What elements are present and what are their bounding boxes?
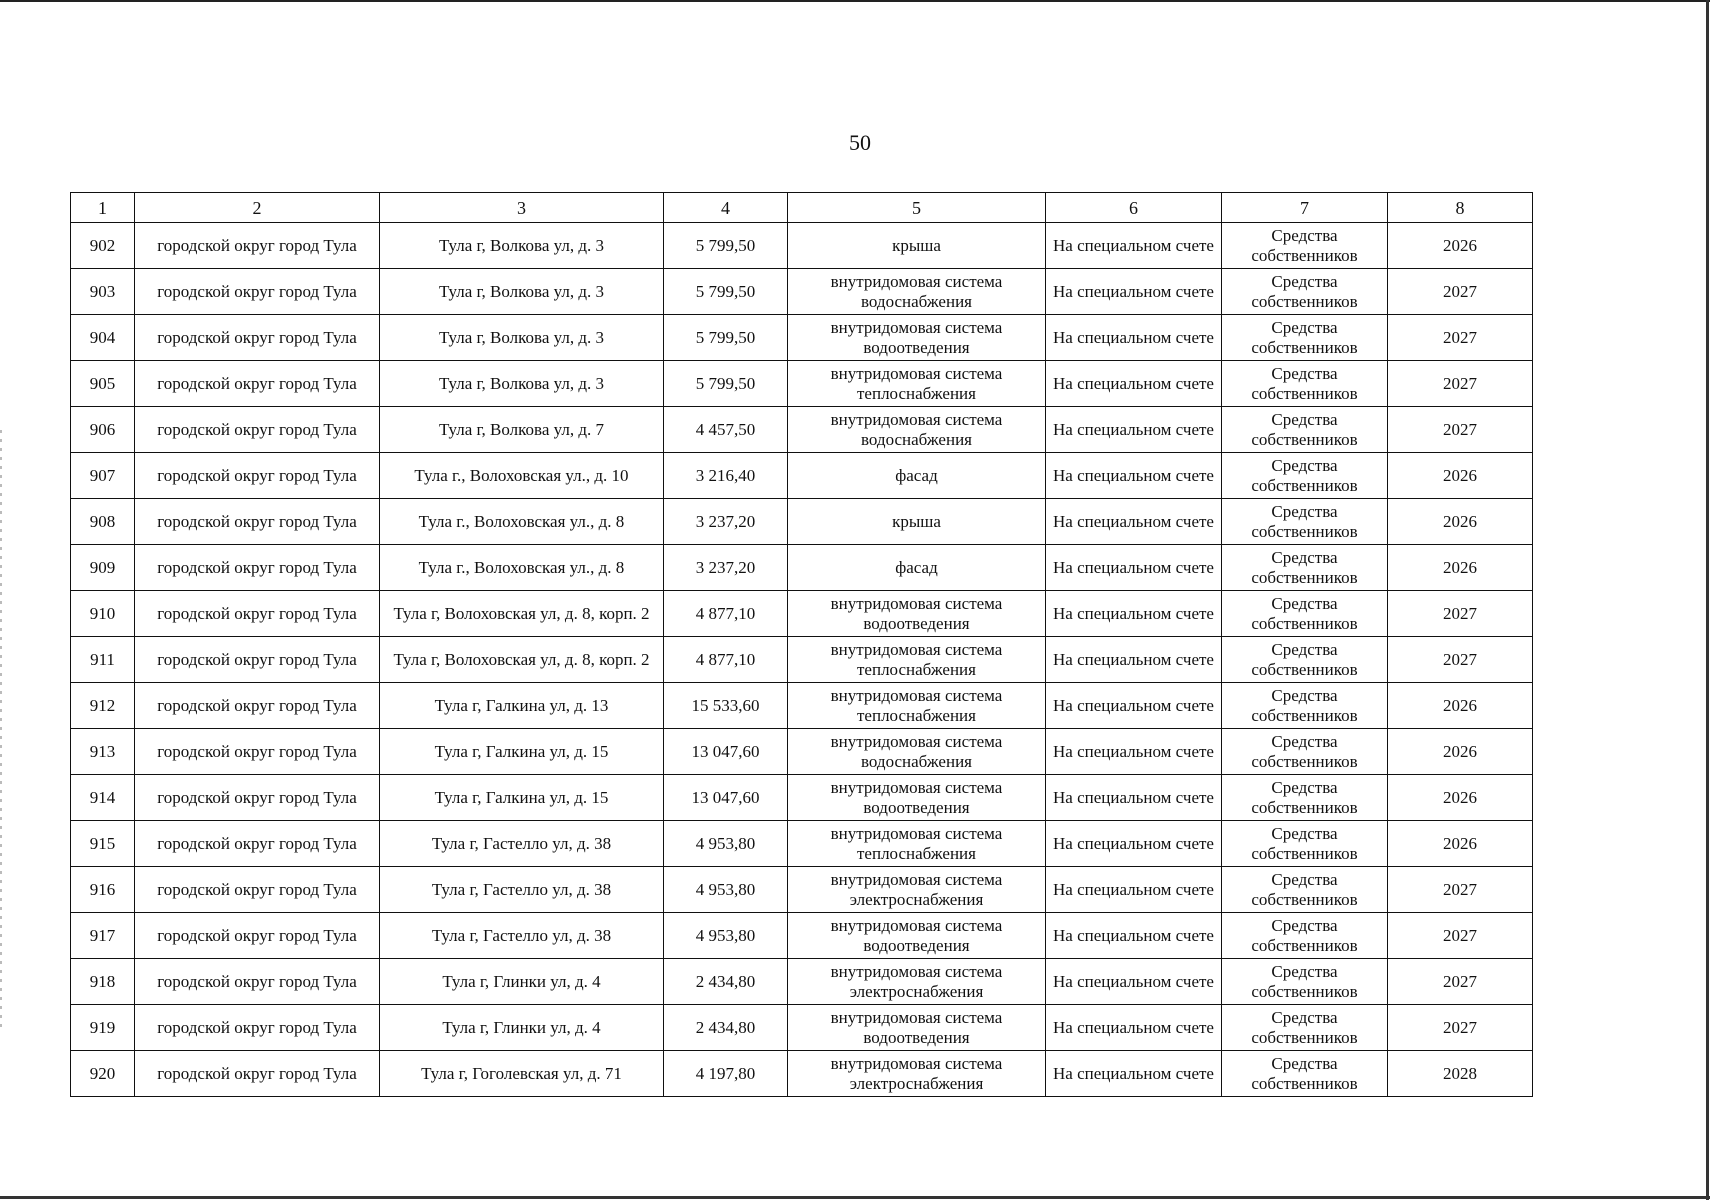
work-type-cell: внутридомовая система теплоснабжения bbox=[788, 821, 1046, 867]
table-row bbox=[71, 269, 1533, 315]
row-number: 917 bbox=[71, 913, 135, 959]
table-row bbox=[71, 315, 1533, 361]
table-row bbox=[71, 867, 1533, 913]
account-cell: На специальном счете bbox=[1046, 637, 1222, 683]
address-cell: Тула г, Волкова ул, д. 3 bbox=[380, 315, 664, 361]
row-number: 909 bbox=[71, 545, 135, 591]
work-type-cell: внутридомовая система теплоснабжения bbox=[788, 361, 1046, 407]
address-cell: Тула г., Волоховская ул., д. 10 bbox=[380, 453, 664, 499]
row-number: 911 bbox=[71, 637, 135, 683]
area-cell: 13 047,60 bbox=[664, 775, 788, 821]
table-row bbox=[71, 499, 1533, 545]
column-header: 3 bbox=[380, 193, 664, 223]
account-cell: На специальном счете bbox=[1046, 223, 1222, 269]
year-cell: 2027 bbox=[1388, 591, 1533, 637]
work-type-cell: внутридомовая система водоотведения bbox=[788, 591, 1046, 637]
municipality-cell: городской округ город Тула bbox=[135, 867, 380, 913]
municipality-cell: городской округ город Тула bbox=[135, 407, 380, 453]
work-type-cell: внутридомовая система водоотведения bbox=[788, 913, 1046, 959]
municipality-cell: городской округ город Тула bbox=[135, 591, 380, 637]
funding-cell: Средства собственников bbox=[1222, 729, 1388, 775]
column-header: 6 bbox=[1046, 193, 1222, 223]
work-type-cell: внутридомовая система водоотведения bbox=[788, 315, 1046, 361]
row-number: 908 bbox=[71, 499, 135, 545]
area-cell: 5 799,50 bbox=[664, 269, 788, 315]
funding-cell: Средства собственников bbox=[1222, 453, 1388, 499]
year-cell: 2026 bbox=[1388, 683, 1533, 729]
address-cell: Тула г., Волоховская ул., д. 8 bbox=[380, 499, 664, 545]
address-cell: Тула г, Волкова ул, д. 3 bbox=[380, 361, 664, 407]
account-cell: На специальном счете bbox=[1046, 821, 1222, 867]
funding-cell: Средства собственников bbox=[1222, 775, 1388, 821]
area-cell: 5 799,50 bbox=[664, 315, 788, 361]
area-cell: 4 953,80 bbox=[664, 913, 788, 959]
funding-cell: Средства собственников bbox=[1222, 1005, 1388, 1051]
address-cell: Тула г, Волкова ул, д. 3 bbox=[380, 269, 664, 315]
funding-cell: Средства собственников bbox=[1222, 591, 1388, 637]
year-cell: 2026 bbox=[1388, 729, 1533, 775]
area-cell: 13 047,60 bbox=[664, 729, 788, 775]
municipality-cell: городской округ город Тула bbox=[135, 453, 380, 499]
municipality-cell: городской округ город Тула bbox=[135, 821, 380, 867]
municipality-cell: городской округ город Тула bbox=[135, 223, 380, 269]
year-cell: 2027 bbox=[1388, 959, 1533, 1005]
table-row bbox=[71, 591, 1533, 637]
scan-edge-noise bbox=[0, 430, 2, 1030]
address-cell: Тула г, Волоховская ул, д. 8, корп. 2 bbox=[380, 637, 664, 683]
work-type-cell: внутридомовая система водоснабжения bbox=[788, 407, 1046, 453]
funding-cell: Средства собственников bbox=[1222, 1051, 1388, 1097]
year-cell: 2027 bbox=[1388, 269, 1533, 315]
work-type-cell: внутридомовая система теплоснабжения bbox=[788, 637, 1046, 683]
scan-border-bottom bbox=[0, 1196, 1710, 1199]
address-cell: Тула г, Галкина ул, д. 13 bbox=[380, 683, 664, 729]
account-cell: На специальном счете bbox=[1046, 269, 1222, 315]
funding-cell: Средства собственников bbox=[1222, 361, 1388, 407]
area-cell: 5 799,50 bbox=[664, 223, 788, 269]
year-cell: 2026 bbox=[1388, 775, 1533, 821]
column-header: 4 bbox=[664, 193, 788, 223]
table-row bbox=[71, 683, 1533, 729]
area-cell: 3 216,40 bbox=[664, 453, 788, 499]
column-header: 1 bbox=[71, 193, 135, 223]
funding-cell: Средства собственников bbox=[1222, 867, 1388, 913]
year-cell: 2027 bbox=[1388, 1005, 1533, 1051]
account-cell: На специальном счете bbox=[1046, 407, 1222, 453]
work-type-cell: внутридомовая система водоснабжения bbox=[788, 729, 1046, 775]
municipality-cell: городской округ город Тула bbox=[135, 729, 380, 775]
column-header: 2 bbox=[135, 193, 380, 223]
address-cell: Тула г, Галкина ул, д. 15 bbox=[380, 729, 664, 775]
year-cell: 2026 bbox=[1388, 499, 1533, 545]
column-header: 8 bbox=[1388, 193, 1533, 223]
work-type-cell: внутридомовая система электроснабжения bbox=[788, 867, 1046, 913]
row-number: 905 bbox=[71, 361, 135, 407]
account-cell: На специальном счете bbox=[1046, 683, 1222, 729]
work-type-cell: внутридомовая система водоотведения bbox=[788, 775, 1046, 821]
funding-cell: Средства собственников bbox=[1222, 637, 1388, 683]
account-cell: На специальном счете bbox=[1046, 545, 1222, 591]
account-cell: На специальном счете bbox=[1046, 361, 1222, 407]
scan-border-right bbox=[1706, 0, 1709, 1200]
area-cell: 15 533,60 bbox=[664, 683, 788, 729]
table-row bbox=[71, 223, 1533, 269]
work-type-cell: внутридомовая система водоотведения bbox=[788, 1005, 1046, 1051]
area-cell: 3 237,20 bbox=[664, 545, 788, 591]
account-cell: На специальном счете bbox=[1046, 1051, 1222, 1097]
page-number: 50 bbox=[849, 130, 871, 155]
funding-cell: Средства собственников bbox=[1222, 683, 1388, 729]
year-cell: 2026 bbox=[1388, 545, 1533, 591]
row-number: 907 bbox=[71, 453, 135, 499]
municipality-cell: городской округ город Тула bbox=[135, 775, 380, 821]
work-type-cell: внутридомовая система теплоснабжения bbox=[788, 683, 1046, 729]
column-header: 7 bbox=[1222, 193, 1388, 223]
funding-cell: Средства собственников bbox=[1222, 545, 1388, 591]
column-header: 5 bbox=[788, 193, 1046, 223]
area-cell: 4 953,80 bbox=[664, 867, 788, 913]
account-cell: На специальном счете bbox=[1046, 499, 1222, 545]
table-row bbox=[71, 545, 1533, 591]
funding-cell: Средства собственников bbox=[1222, 315, 1388, 361]
address-cell: Тула г., Волоховская ул., д. 8 bbox=[380, 545, 664, 591]
funding-cell: Средства собственников bbox=[1222, 499, 1388, 545]
municipality-cell: городской округ город Тула bbox=[135, 1051, 380, 1097]
work-type-cell: крыша bbox=[788, 223, 1046, 269]
municipality-cell: городской округ город Тула bbox=[135, 637, 380, 683]
funding-cell: Средства собственников bbox=[1222, 913, 1388, 959]
table-row bbox=[71, 637, 1533, 683]
address-cell: Тула г, Глинки ул, д. 4 bbox=[380, 959, 664, 1005]
area-cell: 4 197,80 bbox=[664, 1051, 788, 1097]
address-cell: Тула г, Волкова ул, д. 3 bbox=[380, 223, 664, 269]
row-number: 914 bbox=[71, 775, 135, 821]
funding-cell: Средства собственников bbox=[1222, 821, 1388, 867]
work-type-cell: внутридомовая система электроснабжения bbox=[788, 959, 1046, 1005]
year-cell: 2026 bbox=[1388, 453, 1533, 499]
year-cell: 2027 bbox=[1388, 407, 1533, 453]
address-cell: Тула г, Галкина ул, д. 15 bbox=[380, 775, 664, 821]
row-number: 920 bbox=[71, 1051, 135, 1097]
table-row bbox=[71, 407, 1533, 453]
table-row bbox=[71, 1051, 1533, 1097]
year-cell: 2027 bbox=[1388, 913, 1533, 959]
column-number-row bbox=[71, 193, 1533, 223]
work-type-cell: внутридомовая система электроснабжения bbox=[788, 1051, 1046, 1097]
area-cell: 2 434,80 bbox=[664, 959, 788, 1005]
area-cell: 2 434,80 bbox=[664, 1005, 788, 1051]
table-row bbox=[71, 361, 1533, 407]
funding-cell: Средства собственников bbox=[1222, 407, 1388, 453]
address-cell: Тула г, Глинки ул, д. 4 bbox=[380, 1005, 664, 1051]
area-cell: 3 237,20 bbox=[664, 499, 788, 545]
year-cell: 2026 bbox=[1388, 223, 1533, 269]
row-number: 913 bbox=[71, 729, 135, 775]
address-cell: Тула г, Волкова ул, д. 7 bbox=[380, 407, 664, 453]
area-cell: 4 457,50 bbox=[664, 407, 788, 453]
address-cell: Тула г, Волоховская ул, д. 8, корп. 2 bbox=[380, 591, 664, 637]
year-cell: 2027 bbox=[1388, 867, 1533, 913]
municipality-cell: городской округ город Тула bbox=[135, 1005, 380, 1051]
area-cell: 4 953,80 bbox=[664, 821, 788, 867]
area-cell: 5 799,50 bbox=[664, 361, 788, 407]
municipality-cell: городской округ город Тула bbox=[135, 315, 380, 361]
row-number: 919 bbox=[71, 1005, 135, 1051]
row-number: 915 bbox=[71, 821, 135, 867]
account-cell: На специальном счете bbox=[1046, 867, 1222, 913]
table-row bbox=[71, 729, 1533, 775]
row-number: 903 bbox=[71, 269, 135, 315]
account-cell: На специальном счете bbox=[1046, 959, 1222, 1005]
municipality-cell: городской округ город Тула bbox=[135, 269, 380, 315]
funding-cell: Средства собственников bbox=[1222, 223, 1388, 269]
table-row bbox=[71, 775, 1533, 821]
municipality-cell: городской округ город Тула bbox=[135, 913, 380, 959]
work-type-cell: фасад bbox=[788, 453, 1046, 499]
account-cell: На специальном счете bbox=[1046, 729, 1222, 775]
year-cell: 2027 bbox=[1388, 361, 1533, 407]
row-number: 918 bbox=[71, 959, 135, 1005]
municipality-cell: городской округ город Тула bbox=[135, 499, 380, 545]
year-cell: 2028 bbox=[1388, 1051, 1533, 1097]
year-cell: 2026 bbox=[1388, 821, 1533, 867]
repair-schedule-table bbox=[70, 192, 1533, 1097]
row-number: 910 bbox=[71, 591, 135, 637]
account-cell: На специальном счете bbox=[1046, 775, 1222, 821]
table-row bbox=[71, 913, 1533, 959]
year-cell: 2027 bbox=[1388, 315, 1533, 361]
row-number: 916 bbox=[71, 867, 135, 913]
row-number: 902 bbox=[71, 223, 135, 269]
table-row bbox=[71, 821, 1533, 867]
account-cell: На специальном счете bbox=[1046, 591, 1222, 637]
municipality-cell: городской округ город Тула bbox=[135, 959, 380, 1005]
area-cell: 4 877,10 bbox=[664, 591, 788, 637]
funding-cell: Средства собственников bbox=[1222, 269, 1388, 315]
address-cell: Тула г, Гастелло ул, д. 38 bbox=[380, 867, 664, 913]
municipality-cell: городской округ город Тула bbox=[135, 545, 380, 591]
area-cell: 4 877,10 bbox=[664, 637, 788, 683]
row-number: 904 bbox=[71, 315, 135, 361]
municipality-cell: городской округ город Тула bbox=[135, 361, 380, 407]
table-row bbox=[71, 453, 1533, 499]
table-row bbox=[71, 1005, 1533, 1051]
row-number: 912 bbox=[71, 683, 135, 729]
row-number: 906 bbox=[71, 407, 135, 453]
address-cell: Тула г, Гастелло ул, д. 38 bbox=[380, 913, 664, 959]
work-type-cell: фасад bbox=[788, 545, 1046, 591]
work-type-cell: крыша bbox=[788, 499, 1046, 545]
account-cell: На специальном счете bbox=[1046, 453, 1222, 499]
address-cell: Тула г, Гастелло ул, д. 38 bbox=[380, 821, 664, 867]
work-type-cell: внутридомовая система водоснабжения bbox=[788, 269, 1046, 315]
funding-cell: Средства собственников bbox=[1222, 959, 1388, 1005]
address-cell: Тула г, Гоголевская ул, д. 71 bbox=[380, 1051, 664, 1097]
account-cell: На специальном счете bbox=[1046, 913, 1222, 959]
account-cell: На специальном счете bbox=[1046, 315, 1222, 361]
scan-border-top bbox=[0, 0, 1710, 2]
municipality-cell: городской округ город Тула bbox=[135, 683, 380, 729]
table-row bbox=[71, 959, 1533, 1005]
account-cell: На специальном счете bbox=[1046, 1005, 1222, 1051]
year-cell: 2027 bbox=[1388, 637, 1533, 683]
